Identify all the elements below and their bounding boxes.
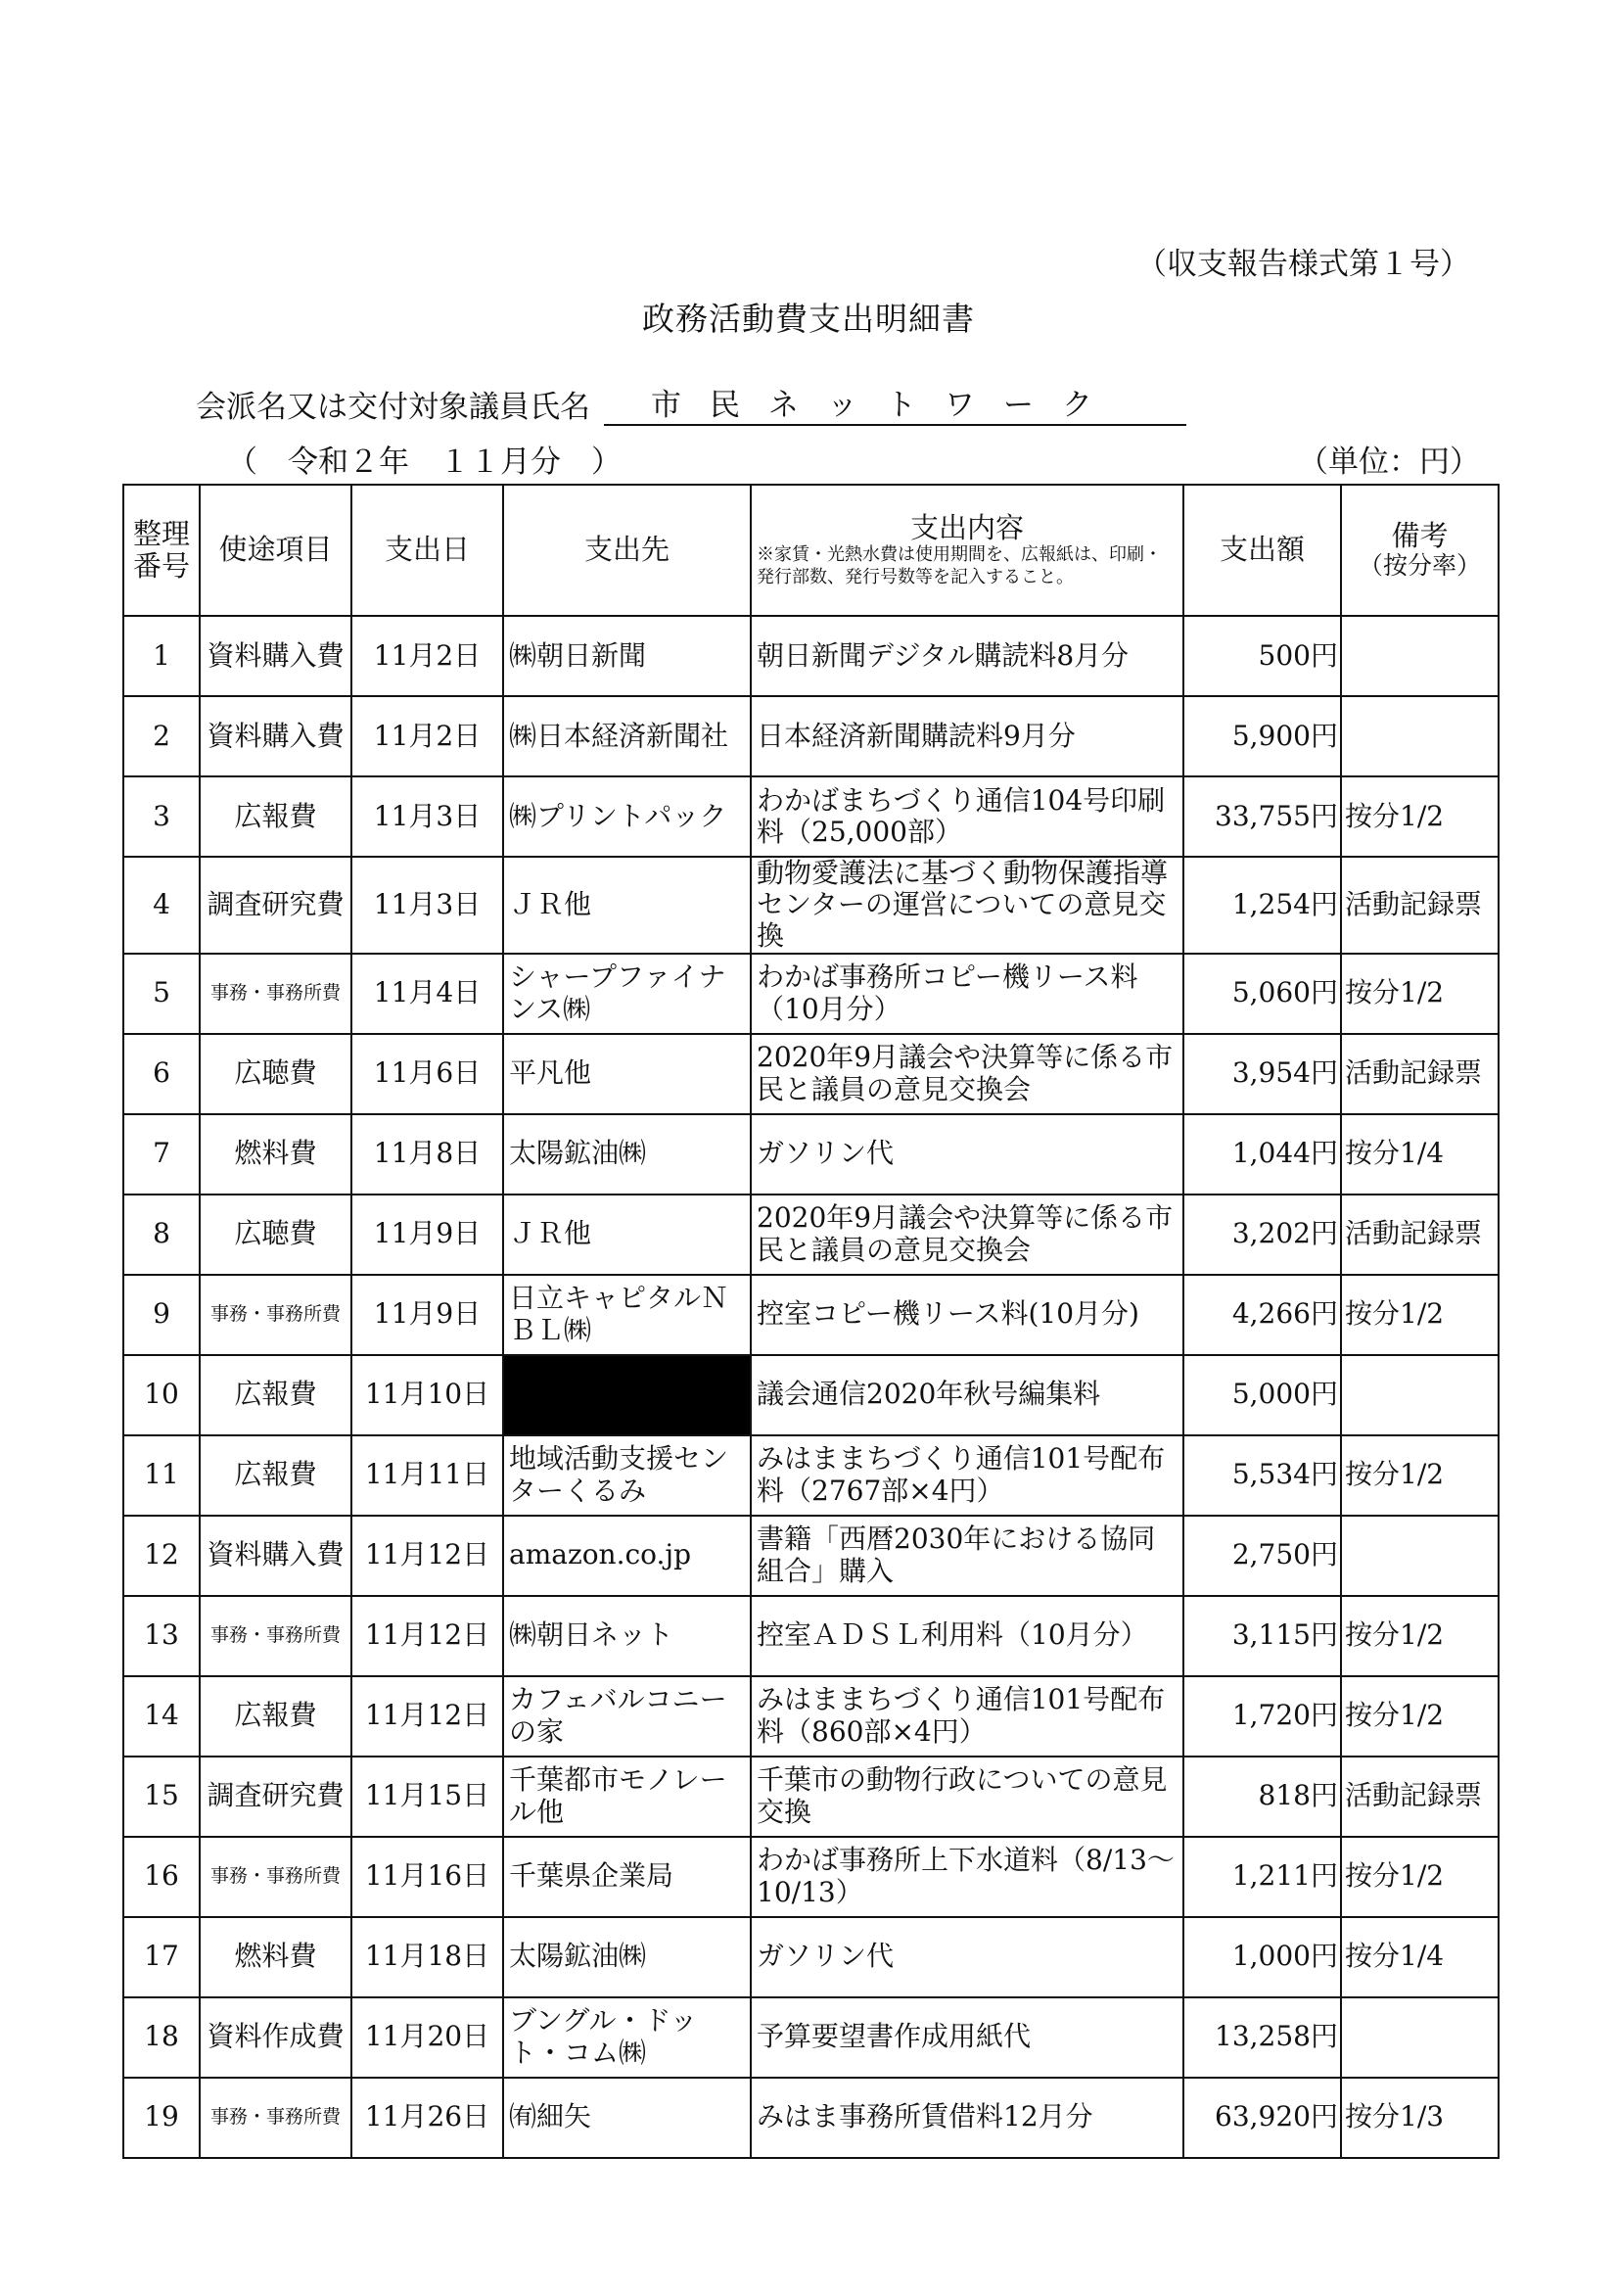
row-date: 11月4日 xyxy=(351,954,503,1034)
row-note xyxy=(1341,1355,1499,1435)
table-row xyxy=(123,696,1499,776)
row-date: 11月3日 xyxy=(351,857,503,954)
row-payee: 千葉都市モノレール他 xyxy=(503,1757,751,1837)
table-row xyxy=(123,1275,1499,1355)
row-date: 11月11日 xyxy=(351,1435,503,1516)
faction-name: 市民ネットワーク xyxy=(604,380,1186,426)
faction-label: 会派名又は交付対象議員氏名 xyxy=(196,390,590,425)
row-category: 調査研究費 xyxy=(200,857,351,954)
row-category: 事務・事務所費 xyxy=(200,2078,351,2158)
faction-row xyxy=(196,380,1186,426)
col-header-note-sub: （按分率） xyxy=(1358,551,1481,581)
expense-table xyxy=(122,484,1500,2159)
row-category: 広報費 xyxy=(200,1355,351,1435)
unit-label: （単位：円） xyxy=(1298,445,1480,480)
row-date: 11月10日 xyxy=(351,1355,503,1435)
row-content: 書籍「西暦2030年における協同組合」購入 xyxy=(751,1516,1183,1596)
row-number: 3 xyxy=(123,776,200,857)
row-payee: カフェバルコニーの家 xyxy=(503,1676,751,1757)
row-category: 事務・事務所費 xyxy=(200,1837,351,1917)
row-payee: ㈲細矢 xyxy=(503,2078,751,2158)
row-note: 活動記録票 xyxy=(1341,1195,1499,1275)
row-content: 2020年9月議会や決算等に係る市民と議員の意見交換会 xyxy=(751,1195,1183,1275)
table-row xyxy=(123,954,1499,1034)
row-date: 11月2日 xyxy=(351,696,503,776)
row-content: わかば事務所コピー機リース料（10月分） xyxy=(751,954,1183,1034)
row-number: 11 xyxy=(123,1435,200,1516)
row-category: 資料作成費 xyxy=(200,1997,351,2078)
row-payee: 太陽鉱油㈱ xyxy=(503,1917,751,1997)
col-header-no: 整理番号 xyxy=(123,485,200,616)
row-number: 1 xyxy=(123,616,200,696)
row-note xyxy=(1341,1997,1499,2078)
table-row xyxy=(123,616,1499,696)
row-note: 按分1/2 xyxy=(1341,954,1499,1034)
row-payee: 太陽鉱油㈱ xyxy=(503,1114,751,1195)
row-content: 朝日新聞デジタル購読料8月分 xyxy=(751,616,1183,696)
row-content: ガソリン代 xyxy=(751,1917,1183,1997)
row-note: 活動記録票 xyxy=(1341,1757,1499,1837)
row-number: 17 xyxy=(123,1917,200,1997)
row-number: 19 xyxy=(123,2078,200,2158)
row-payee: 平凡他 xyxy=(503,1034,751,1114)
row-number: 4 xyxy=(123,857,200,954)
row-number: 13 xyxy=(123,1596,200,1676)
row-content: 動物愛護法に基づく動物保護指導センターの運営についての意見交換 xyxy=(751,857,1183,954)
row-category: 調査研究費 xyxy=(200,1757,351,1837)
row-payee: ㈱朝日新聞 xyxy=(503,616,751,696)
row-number: 18 xyxy=(123,1997,200,2078)
row-amount: 3,202円 xyxy=(1183,1195,1341,1275)
row-date: 11月8日 xyxy=(351,1114,503,1195)
row-number: 8 xyxy=(123,1195,200,1275)
row-date: 11月6日 xyxy=(351,1034,503,1114)
table-row xyxy=(123,1917,1499,1997)
row-date: 11月12日 xyxy=(351,1516,503,1596)
row-date: 11月3日 xyxy=(351,776,503,857)
row-amount: 4,266円 xyxy=(1183,1275,1341,1355)
row-content: 控室ＡＤＳＬ利用料（10月分） xyxy=(751,1596,1183,1676)
row-amount: 1,000円 xyxy=(1183,1917,1341,1997)
row-category: 広報費 xyxy=(200,1435,351,1516)
row-amount: 13,258円 xyxy=(1183,1997,1341,2078)
row-category: 資料購入費 xyxy=(200,1516,351,1596)
row-payee: ㈱プリントパック xyxy=(503,776,751,857)
form-number: （収支報告様式第１号） xyxy=(1136,247,1470,282)
row-content: みはま事務所賃借料12月分 xyxy=(751,2078,1183,2158)
row-amount: 33,755円 xyxy=(1183,776,1341,857)
table-row xyxy=(123,1435,1499,1516)
col-header-note-title: 備考 xyxy=(1391,518,1449,552)
row-note: 活動記録票 xyxy=(1341,1034,1499,1114)
row-number: 7 xyxy=(123,1114,200,1195)
row-payee: ㈱朝日ネット xyxy=(503,1596,751,1676)
row-number: 12 xyxy=(123,1516,200,1596)
table-row xyxy=(123,1114,1499,1195)
row-content: わかばまちづくり通信104号印刷料（25,000部） xyxy=(751,776,1183,857)
row-category: 広聴費 xyxy=(200,1195,351,1275)
row-note: 按分1/2 xyxy=(1341,1837,1499,1917)
document-title: 政務活動費支出明細書 xyxy=(642,300,975,338)
col-header-content-note: ※家賃・光熱水費は使用期間を、広報紙は、印刷・発行部数、発行号数等を記入すること。 xyxy=(757,544,1162,587)
row-amount: 1,254円 xyxy=(1183,857,1341,954)
row-category: 事務・事務所費 xyxy=(200,1275,351,1355)
table-row xyxy=(123,1997,1499,2078)
row-amount: 5,534円 xyxy=(1183,1435,1341,1516)
col-header-category: 使途項目 xyxy=(200,485,351,616)
table-row xyxy=(123,1195,1499,1275)
reporting-period: （ 令和２年 １１月分 ） xyxy=(227,445,622,480)
row-note: 按分1/4 xyxy=(1341,1114,1499,1195)
col-header-content-title: 支出内容 xyxy=(909,510,1024,544)
row-payee: ＪＲ他 xyxy=(503,1195,751,1275)
row-amount: 500円 xyxy=(1183,616,1341,696)
row-note xyxy=(1341,1516,1499,1596)
table-row xyxy=(123,1596,1499,1676)
row-amount: 5,060円 xyxy=(1183,954,1341,1034)
row-note: 按分1/2 xyxy=(1341,1596,1499,1676)
row-note: 按分1/2 xyxy=(1341,1435,1499,1516)
row-category: 資料購入費 xyxy=(200,616,351,696)
row-payee: 千葉県企業局 xyxy=(503,1837,751,1917)
col-header-content xyxy=(751,485,1183,616)
row-date: 11月9日 xyxy=(351,1275,503,1355)
row-date: 11月15日 xyxy=(351,1757,503,1837)
table-row xyxy=(123,776,1499,857)
row-date: 11月12日 xyxy=(351,1596,503,1676)
row-content: 議会通信2020年秋号編集料 xyxy=(751,1355,1183,1435)
row-payee: amazon.co.jp xyxy=(503,1516,751,1596)
row-date: 11月18日 xyxy=(351,1917,503,1997)
table-row xyxy=(123,1516,1499,1596)
row-amount: 3,954円 xyxy=(1183,1034,1341,1114)
row-content: 日本経済新聞購読料9月分 xyxy=(751,696,1183,776)
row-content: わかば事務所上下水道料（8/13〜10/13） xyxy=(751,1837,1183,1917)
row-payee: ㈱日本経済新聞社 xyxy=(503,696,751,776)
row-content: 千葉市の動物行政についての意見交換 xyxy=(751,1757,1183,1837)
table-row xyxy=(123,1034,1499,1114)
redacted-payee xyxy=(503,1355,751,1435)
col-header-date: 支出日 xyxy=(351,485,503,616)
row-category: 事務・事務所費 xyxy=(200,1596,351,1676)
row-date: 11月9日 xyxy=(351,1195,503,1275)
row-content: みはままちづくり通信101号配布料（2767部×4円） xyxy=(751,1435,1183,1516)
table-row xyxy=(123,1355,1499,1435)
table-row xyxy=(123,1676,1499,1757)
row-category: 燃料費 xyxy=(200,1114,351,1195)
row-date: 11月16日 xyxy=(351,1837,503,1917)
row-number: 5 xyxy=(123,954,200,1034)
row-category: 資料購入費 xyxy=(200,696,351,776)
expense-table-body xyxy=(123,616,1499,2158)
row-date: 11月26日 xyxy=(351,2078,503,2158)
col-header-note xyxy=(1341,485,1499,616)
row-date: 11月2日 xyxy=(351,616,503,696)
row-amount: 1,211円 xyxy=(1183,1837,1341,1917)
row-date: 11月12日 xyxy=(351,1676,503,1757)
row-note: 活動記録票 xyxy=(1341,857,1499,954)
row-content: 控室コピー機リース料(10月分) xyxy=(751,1275,1183,1355)
row-number: 9 xyxy=(123,1275,200,1355)
row-note: 按分1/3 xyxy=(1341,2078,1499,2158)
row-category: 広報費 xyxy=(200,776,351,857)
row-category: 広報費 xyxy=(200,1676,351,1757)
row-category: 広聴費 xyxy=(200,1034,351,1114)
row-payee: 地域活動支援センターくるみ xyxy=(503,1435,751,1516)
row-payee: シャープファイナンス㈱ xyxy=(503,954,751,1034)
row-note: 按分1/2 xyxy=(1341,776,1499,857)
row-payee: 日立キャピタルＮＢＬ㈱ xyxy=(503,1275,751,1355)
row-number: 15 xyxy=(123,1757,200,1837)
row-amount: 5,900円 xyxy=(1183,696,1341,776)
col-header-payee: 支出先 xyxy=(503,485,751,616)
row-category: 事務・事務所費 xyxy=(200,954,351,1034)
row-date: 11月20日 xyxy=(351,1997,503,2078)
row-amount: 818円 xyxy=(1183,1757,1341,1837)
row-amount: 1,720円 xyxy=(1183,1676,1341,1757)
table-row xyxy=(123,2078,1499,2158)
row-content: みはままちづくり通信101号配布料（860部×4円） xyxy=(751,1676,1183,1757)
table-row xyxy=(123,1837,1499,1917)
row-amount: 1,044円 xyxy=(1183,1114,1341,1195)
row-amount: 2,750円 xyxy=(1183,1516,1341,1596)
row-amount: 3,115円 xyxy=(1183,1596,1341,1676)
col-header-amount: 支出額 xyxy=(1183,485,1341,616)
row-number: 14 xyxy=(123,1676,200,1757)
row-content: 2020年9月議会や決算等に係る市民と議員の意見交換会 xyxy=(751,1034,1183,1114)
row-note xyxy=(1341,696,1499,776)
row-amount: 5,000円 xyxy=(1183,1355,1341,1435)
row-note: 按分1/2 xyxy=(1341,1676,1499,1757)
row-payee: ブングル・ドット・コム㈱ xyxy=(503,1997,751,2078)
table-row xyxy=(123,1757,1499,1837)
row-content: 予算要望書作成用紙代 xyxy=(751,1997,1183,2078)
row-category: 燃料費 xyxy=(200,1917,351,1997)
row-amount: 63,920円 xyxy=(1183,2078,1341,2158)
row-payee: ＪＲ他 xyxy=(503,857,751,954)
row-number: 10 xyxy=(123,1355,200,1435)
row-note: 按分1/2 xyxy=(1341,1275,1499,1355)
header-row xyxy=(123,485,1499,616)
row-note: 按分1/4 xyxy=(1341,1917,1499,1997)
row-number: 16 xyxy=(123,1837,200,1917)
row-note xyxy=(1341,616,1499,696)
table-row xyxy=(123,857,1499,954)
row-number: 6 xyxy=(123,1034,200,1114)
row-number: 2 xyxy=(123,696,200,776)
row-content: ガソリン代 xyxy=(751,1114,1183,1195)
